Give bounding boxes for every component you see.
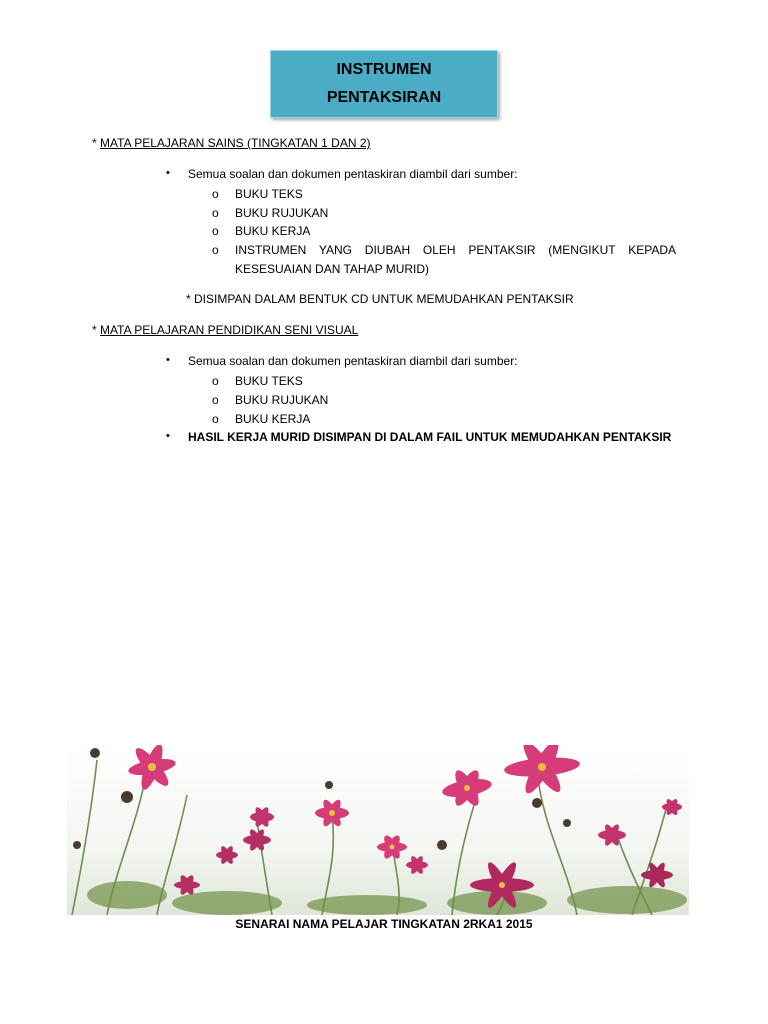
heading-prefix: * — [92, 323, 101, 337]
sub-item — [212, 241, 676, 279]
bullet-text: HASIL KERJA MURID DISIMPAN DI DALAM FAIL UNTUK MEMUDAHKAN PENTAKSIR — [188, 430, 672, 444]
footer-title: SENARAI NAMA PELAJAR TINGKATAN 2RKA1 2015 — [235, 917, 533, 931]
sub-item-text: INSTRUMEN YANG DIUBAH OLEH PENTAKSIR (MENGIKUT KEPADA KESESUAIAN DAN TAHAP MURID) — [235, 243, 676, 276]
sub-item — [212, 222, 676, 241]
sub-bullet-icon: o — [212, 206, 219, 220]
bullet-sources — [166, 167, 518, 181]
bullet-text: Semua soalan dan dokumen pentaskiran diambil dari sumber: — [188, 354, 518, 368]
section-heading-sains — [92, 136, 371, 150]
section-heading-psv — [92, 323, 358, 337]
title-line-2: PENTAKSIRAN — [326, 89, 442, 106]
sub-item — [212, 185, 676, 204]
sub-item — [212, 391, 676, 410]
sub-item — [212, 204, 676, 223]
sub-item-text: BUKU TEKS — [235, 187, 303, 201]
sub-item-text: BUKU RUJUKAN — [235, 206, 329, 220]
sub-bullet-icon: o — [212, 374, 219, 388]
sub-bullet-icon: o — [212, 393, 219, 407]
sub-item-text: BUKU TEKS — [235, 374, 303, 388]
bullet-sources — [166, 354, 518, 368]
sub-bullet-icon: o — [212, 412, 219, 426]
sub-bullet-icon: o — [212, 224, 219, 238]
heading-text: MATA PELAJARAN SAINS (TINGKATAN 1 DAN 2) — [100, 136, 371, 150]
bullet-text: Semua soalan dan dokumen pentaskiran diambil dari sumber: — [188, 167, 518, 181]
heading-text: MATA PELAJARAN PENDIDIKAN SENI VISUAL — [100, 323, 359, 337]
bullet-icon: • — [166, 430, 170, 442]
title-line-1: INSTRUMEN — [336, 61, 432, 78]
sub-bullet-icon: o — [212, 187, 219, 201]
sub-item — [212, 372, 676, 391]
title-box — [270, 50, 498, 118]
bullet-icon: • — [166, 167, 170, 179]
flower-banner-image — [67, 745, 689, 915]
sub-item-text: BUKU KERJA — [235, 412, 311, 426]
sub-item-text: BUKU RUJUKAN — [235, 393, 329, 407]
heading-prefix: * — [92, 136, 101, 150]
bullet-icon: • — [166, 354, 170, 366]
sub-item-text: BUKU KERJA — [235, 224, 311, 238]
bullet-hasil-kerja — [166, 430, 671, 444]
sub-item — [212, 410, 676, 429]
sub-bullet-icon: o — [212, 243, 219, 257]
note-cd: * DISIMPAN DALAM BENTUK CD UNTUK MEMUDAHKAN PENTAKSIR — [186, 292, 574, 306]
